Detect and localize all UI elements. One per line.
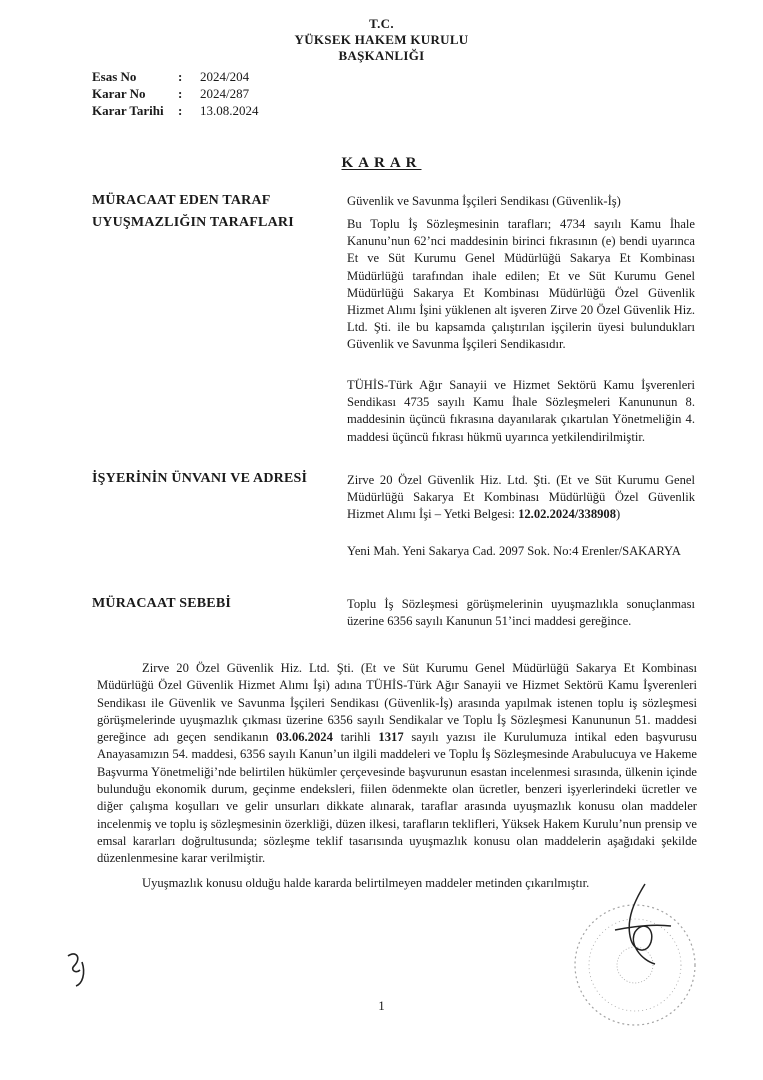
header-institution: YÜKSEK HAKEM KURULU: [294, 32, 469, 47]
body-p1-a: Zirve 20 Özel Güvenlik Hiz. Ltd. Şti. (Et ve Süt Kurumu Genel Müdürlüğü Sakarya Et Kombinası Müdürlüğü Özel Güvenlik Hizmet Alımı İşi) adına TÜHİS-Türk Ağır Sanayii ve Hizmet Sektörü Kamu İşverenleri Sendikası ile Güvenlik ve Savunma İşçileri Sendikası (Güvenlik-İş) arasında yapılmak istenen toplu iş sözleşmesi görüşmelerinde uyuşmazlık çıkması üzerine 6356 sayılı Sendikalar ve Toplu İş Sözleşmesi Kanununun 51. maddesi gereğince adı geçen sendikanın: [97, 661, 697, 745]
meta-sep: :: [178, 103, 183, 118]
body-p1-c: sayılı yazısı ile Kurulumuza intikal eden başvurusu Anayasamızın 54. maddesi, 6356 sayılı Kanun’un ilgili maddeleri ve Toplu İş Sözleşmesinde Arabulucuya ve Hakeme Başvurma Yönetmeliği’nde belirtilen hükümler çerçevesinde başvurunun esastan incelenmesi sırasında, ülkenin içinde bulunduğu ekonomik durum, geçinme endeksleri, fiilen ödenmekte olan ücretler, benzeri işyerlerindeki ücretler ve diğer çalışma koşulları ve gelir unsurları dikkate alınarak, taraflar arasında uyuşmazlık konusu olan maddeler incelenmiş ve toplu iş sözleşmesinin özerkliği, düzen ilkesi, tarafların teklifleri, Yüksek Hakem Kurulu’nun prensip ve emsal kararları doğrultusunda; sözleşme teklif tasarısında uyuşmazlık konusu olan maddelerin aşağıdaki şekilde düzenlenmesine karar verilmiştir.: [97, 730, 697, 866]
value-reason: Toplu İş Sözleşmesi görüşmelerinin uyuşmazlıkla sonuçlanması üzerine 6356 sayılı Kanunun 51’inci maddesi gereğince.: [347, 597, 695, 629]
label-parties: UYUŞMAZLIĞIN TARAFLARI: [92, 215, 294, 230]
meta-row-esas: [92, 68, 259, 85]
body-p1-b: tarihli: [340, 730, 371, 745]
application-date: 03.06.2024: [276, 730, 333, 745]
value-parties-p1: Bu Toplu İş Sözleşmesinin tarafları; 4734 sayılı Kamu İhale Kanunu’nun 62’nci maddesinin birinci fıkrasının (e) bendi uyarınca Et ve Süt Kurumu Genel Müdürlüğü Sakarya Et Kombinası Müdürlüğü tarafından ihale edilen; Et ve Süt Kurumu Genel Müdürlüğü Sakarya Et Kombinası Müdürlüğü Özel Güvenlik Hizmet Alımı İşini yüklenen alt işveren Zirve 20 Özel Güvenlik Hiz. Ltd. Şti. ile bu kapsamda çalıştırılan işçilerin üyesi bulundukları Güvenlik ve Savunma İşçileri Sendikasıdır.: [347, 217, 695, 352]
label-reason: MÜRACAAT SEBEBİ: [92, 596, 232, 611]
value-workplace-address: Yeni Mah. Yeni Sakarya Cad. 2097 Sok. No:4 Erenler/SAKARYA: [347, 544, 681, 558]
signature: [605, 880, 675, 970]
meta-row-karar: [92, 85, 259, 102]
label-workplace: İŞYERİNİN ÜNVANI VE ADRESİ: [92, 471, 308, 486]
header-presidency: BAŞKANLIĞI: [338, 48, 425, 63]
meta-label: Esas No: [92, 69, 137, 84]
case-meta: [92, 68, 259, 119]
meta-value: 13.08.2024: [200, 103, 259, 118]
meta-row-tarih: [92, 102, 259, 119]
label-applicant: MÜRACAAT EDEN TARAF: [92, 193, 271, 208]
meta-sep: :: [178, 69, 183, 84]
decision-body: [97, 660, 697, 899]
page-number: 1: [378, 998, 385, 1013]
meta-label: Karar Tarihi: [92, 103, 164, 118]
handwritten-initials: [62, 948, 96, 988]
value-applicant: Güvenlik ve Savunma İşçileri Sendikası (Güvenlik-İş): [347, 194, 621, 208]
header: [0, 16, 763, 64]
value-workplace-p1: [347, 472, 695, 524]
meta-label: Karar No: [92, 86, 146, 101]
meta-value: 2024/204: [200, 69, 250, 84]
body-paragraph-1: [97, 660, 697, 868]
decision-title: KARAR: [341, 155, 422, 171]
authorization-document-no: 12.02.2024/338908: [518, 507, 617, 522]
workplace-title-end: ): [616, 507, 621, 522]
header-tc: T.C.: [369, 16, 394, 31]
value-parties-p2: TÜHİS-Türk Ağır Sanayii ve Hizmet Sektörü Kamu İşverenleri Sendikası 4735 sayılı Kamu İhale Sözleşmeleri Kanununun 8. maddesinin üçüncü fıkrasına dayanılarak çıkartılan Yönetmeliğin 4. maddesi üçüncü fıkrası hükmü uyarınca yetkilendirilmiştir.: [347, 378, 695, 444]
application-number: 1317: [378, 730, 404, 745]
meta-value: 2024/287: [200, 86, 250, 101]
meta-sep: :: [178, 86, 183, 101]
body-paragraph-2: Uyuşmazlık konusu olduğu halde kararda belirtilmeyen maddeler metinden çıkarılmıştır.: [142, 875, 590, 890]
workplace-title: Zirve 20 Özel Güvenlik Hiz. Ltd. Şti. (Et ve Süt Kurumu Genel Müdürlüğü Sakarya Et Kombinası Müdürlüğü Özel Güvenlik Hizmet Alımı İşi – Yetki Belgesi:: [347, 473, 695, 522]
